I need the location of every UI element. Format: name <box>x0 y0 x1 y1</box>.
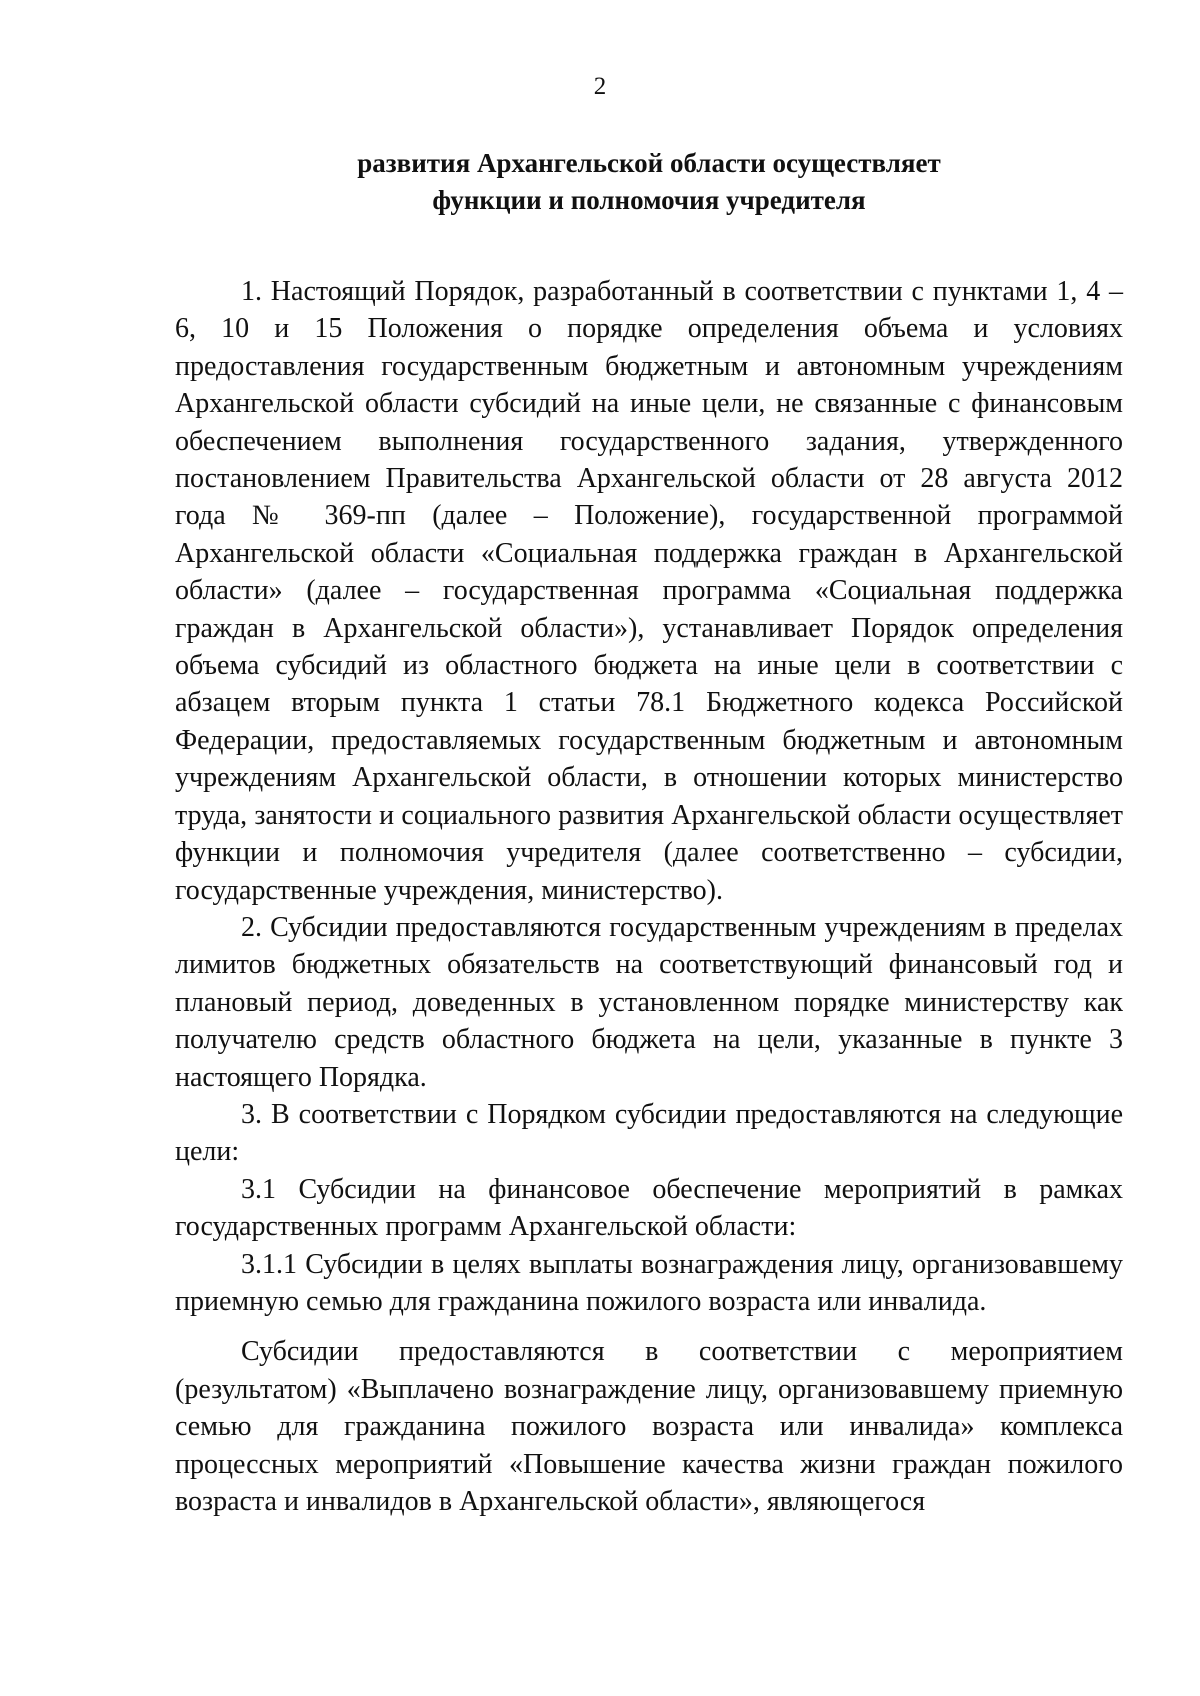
paragraph-1: 1. Настоящий Порядок, разработанный в соответствии с пунктами 1, 4 – 6, 10 и 15 Положения о порядке определения объема и условиях предоставления государственным бюджетным и автономным учреждениям Архангельской области субсидий на иные цели, не связанные с финансовым обеспечением выполнения государственного задания, утвержденного постановлением Правительства Архангельской области от 28 августа 2012 года № 369-пп (далее – Положение), государственной программой Архангельской области «Социальная поддержка граждан в Архангельской области» (далее – государственная программа «Социальная поддержка граждан в Архангельской области»), устанавливает Порядок определения объема субсидий из областного бюджета на иные цели в соответствии с абзацем вторым пункта 1 статьи 78.1 Бюджетного кодекса Российской Федерации, предоставляемых государственным бюджетным и автономным учреждениям Архангельской области, в отношении которых министерство труда, занятости и социального развития Архангельской области осуществляет функции и полномочия учредителя (далее соответственно – субсидии, государственные учреждения, министерство). <box>175 276 1123 906</box>
heading-line-1: развития Архангельской области осуществляет <box>357 148 941 178</box>
document-heading <box>175 145 1123 219</box>
paragraph-3-1: 3.1 Субсидии на финансовое обеспечение мероприятий в рамках государственных программ Архангельской области: <box>175 1173 1123 1243</box>
page-number: 2 <box>593 73 607 100</box>
paragraph-2: 2. Субсидии предоставляются государственным учреждениям в пределах лимитов бюджетных обязательств на соответствующий финансовый год и плановый период, доведенных в установленном порядке министерству как получателю средств областного бюджета на цели, указанные в пункте 3 настоящего Порядка. <box>175 911 1123 1093</box>
document-body <box>175 273 1123 1520</box>
paragraph-4: Субсидии предоставляются в соответствии с мероприятием (результатом) «Выплачено вознаграждение лицу, организовавшему приемную семью для гражданина пожилого возраста или инвалида» комплекса процессных мероприятий «Повышение качества жизни граждан пожилого возраста и инвалидов в Архангельской области», являющегося <box>175 1336 1123 1517</box>
paragraph-3: 3. В соответствии с Порядком субсидии предоставляются на следующие цели: <box>175 1098 1123 1168</box>
paragraph-3-1-1: 3.1.1 Субсидии в целях выплаты вознаграждения лицу, организовавшему приемную семью для гражданина пожилого возраста или инвалида. <box>175 1248 1123 1317</box>
heading-line-2: функции и полномочия учредителя <box>432 185 866 215</box>
